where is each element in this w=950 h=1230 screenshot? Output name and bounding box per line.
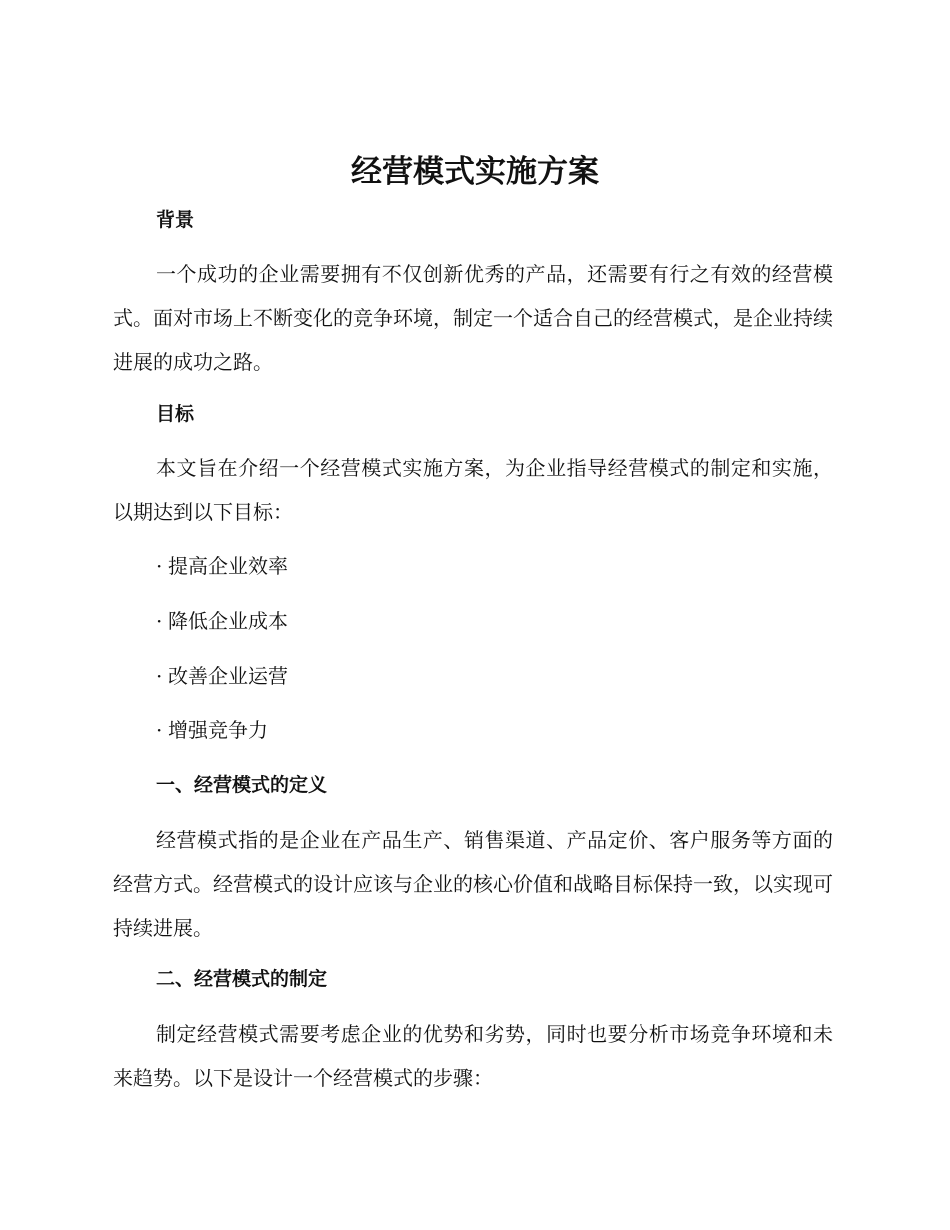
section-heading-background: 背景 (156, 209, 195, 231)
paragraph-goals: 本文旨在介绍一个经营模式实施方案，为企业指导经营模式的制定和实施，以期达到以下目标： (113, 456, 833, 524)
section-heading-goals: 目标 (156, 403, 195, 425)
list-item-text: 降低企业成本 (168, 609, 288, 633)
bullet-dot: · (156, 664, 163, 688)
list-item (156, 606, 288, 636)
paragraph-definition: 经营模式指的是企业在产品生产、销售渠道、产品定价、客户服务等方面的经营方式。经营模式的设计应该与企业的核心价值和战略目标保持一致，以实现可持续进展。 (113, 828, 833, 940)
section-heading-definition: 一、经营模式的定义 (156, 774, 328, 796)
section-heading-formulation: 二、经营模式的制定 (156, 968, 328, 990)
list-item-text: 增强竞争力 (168, 718, 268, 742)
bullet-dot: · (156, 554, 163, 578)
bullet-dot: · (156, 609, 163, 633)
paragraph-background: 一个成功的企业需要拥有不仅创新优秀的产品，还需要有行之有效的经营模式。面对市场上不断变化的竞争环境，制定一个适合自己的经营模式，是企业持续进展的成功之路。 (113, 262, 833, 374)
list-item (156, 661, 288, 691)
list-item-text: 改善企业运营 (168, 664, 288, 688)
document-title: 经营模式实施方案 (351, 154, 599, 190)
bullet-dot: · (156, 718, 163, 742)
list-item (156, 715, 268, 745)
paragraph-formulation: 制定经营模式需要考虑企业的优势和劣势，同时也要分析市场竞争环境和未来趋势。以下是设计一个经营模式的步骤： (113, 1022, 833, 1090)
list-item-text: 提高企业效率 (168, 554, 288, 578)
list-item (156, 551, 288, 581)
